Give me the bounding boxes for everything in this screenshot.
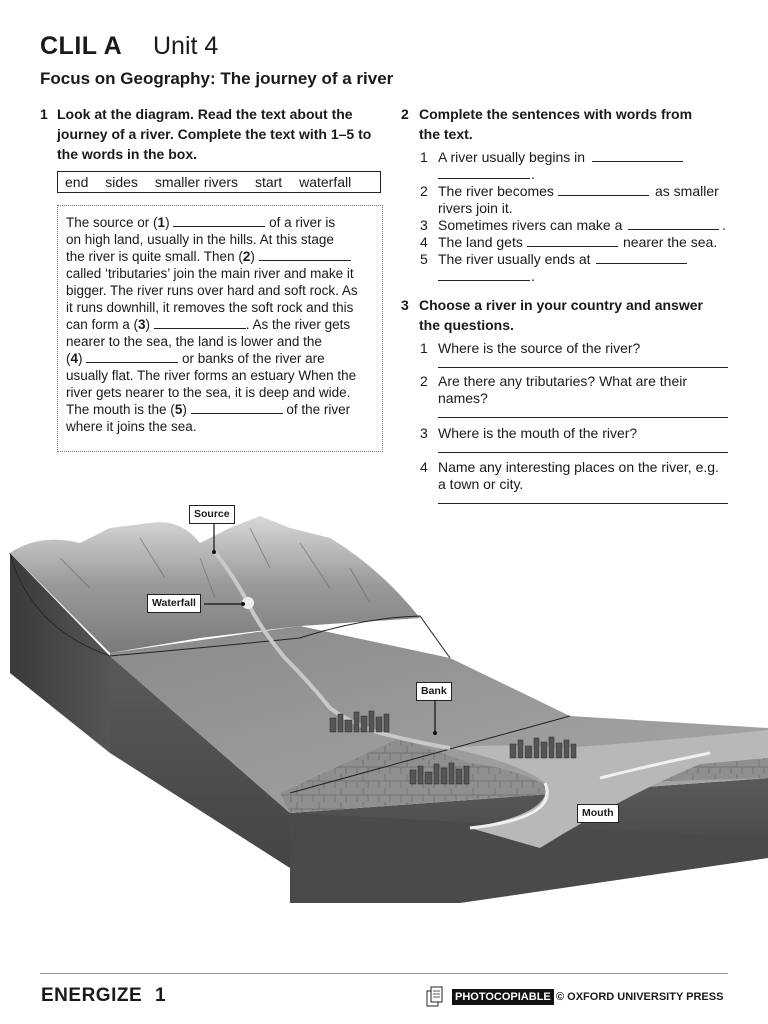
reading-text-line: river gets nearer to the sea, it is deep and wide. <box>66 385 351 400</box>
reading-text-line: usually flat. The river forms an estuary When the <box>66 368 357 383</box>
gap-number: 4 <box>70 351 79 366</box>
exercise-2-number: 2 <box>401 106 409 122</box>
answer-blank[interactable] <box>173 214 265 227</box>
word-box <box>57 171 381 193</box>
photocopiable-badge: PHOTOCOPIABLE <box>452 989 554 1005</box>
question-number: 1 <box>420 149 428 165</box>
question-text: The land gets <box>438 234 523 250</box>
answer-blank[interactable] <box>154 316 246 329</box>
answer-blank[interactable] <box>592 161 683 162</box>
question-text: The river usually ends at <box>438 251 591 267</box>
question-text: Where is the mouth of the river? <box>438 425 638 441</box>
answer-line[interactable] <box>438 503 728 504</box>
question-text: a town or city. <box>438 476 524 492</box>
reading-text-line: where it joins the sea. <box>66 419 197 434</box>
question-number: 4 <box>420 459 428 475</box>
clil-label: CLIL A <box>40 32 123 60</box>
reading-text-box <box>57 205 383 452</box>
question-text: names? <box>438 390 488 406</box>
question-number: 4 <box>420 234 428 250</box>
label-bank: Bank <box>416 682 452 701</box>
river-diagram <box>0 508 768 948</box>
footer-divider <box>40 973 728 974</box>
question-text: A river usually begins in <box>438 149 586 165</box>
question-text: Where is the source of the river? <box>438 340 641 356</box>
question-number: 2 <box>420 373 428 389</box>
gap-number: 5 <box>174 402 183 417</box>
exercise-3-instructions: Choose a river in your country and answer the questions. <box>419 297 703 333</box>
word-box-item: start <box>254 174 283 190</box>
question-text-end: . <box>722 217 726 233</box>
gap-number: 2 <box>242 249 251 264</box>
unit-title: Unit 4 <box>153 32 219 60</box>
answer-blank[interactable] <box>628 229 719 230</box>
answer-line[interactable] <box>438 367 728 368</box>
question-text: Are there any tributaries? What are their <box>438 373 688 389</box>
reading-text-line: can form a (3) . As the river gets <box>66 317 351 332</box>
gap-number: 1 <box>157 215 166 230</box>
exercise-2-instructions: Complete the sentences with words from the text. <box>419 106 693 142</box>
answer-blank[interactable] <box>438 280 530 281</box>
answer-blank[interactable] <box>558 195 649 196</box>
reading-text-line: it runs downhill, it removes the soft rock and this <box>66 300 354 315</box>
label-mouth: Mouth <box>577 804 619 823</box>
reading-text-line: (4) or banks of the river are <box>66 351 325 366</box>
exercise-1-number: 1 <box>40 106 48 122</box>
reading-text-line: nearer to the sea, the land is lower and the <box>66 334 322 349</box>
question-number: 1 <box>420 340 428 356</box>
question-text: Sometimes rivers can make a <box>438 217 623 233</box>
label-waterfall: Waterfall <box>147 594 201 613</box>
word-box-item: smaller rivers <box>154 174 239 190</box>
reading-text-line: called ‘tributaries’ join the main river and make it <box>66 266 354 281</box>
question-text-line2: rivers join it. <box>438 200 513 216</box>
answer-blank[interactable] <box>438 178 530 179</box>
answer-blank[interactable] <box>259 248 351 261</box>
question-text-line2: . <box>531 166 535 182</box>
question-number: 2 <box>420 183 428 199</box>
question-text: Name any interesting places on the river, e.g. <box>438 459 719 475</box>
exercise-3-number: 3 <box>401 297 409 313</box>
exercise-1-instructions: Look at the diagram. Read the text about the journey of a river. Complete the text with 1–5 to the words in the box. <box>57 106 372 162</box>
landscape-illustration <box>0 508 768 948</box>
question-number: 3 <box>420 217 428 233</box>
question-text: The river becomes <box>438 183 554 199</box>
copy-icon <box>426 986 444 1008</box>
answer-line[interactable] <box>438 417 728 418</box>
publisher-credit: © OXFORD UNIVERSITY PRESS <box>556 991 724 1003</box>
word-box-item: sides <box>105 174 138 190</box>
answer-blank[interactable] <box>191 401 283 414</box>
word-box-item: end <box>65 174 89 190</box>
word-box-item: waterfall <box>299 174 352 190</box>
level-number: 1 <box>155 985 166 1006</box>
answer-blank[interactable] <box>86 350 178 363</box>
question-text-line2: . <box>531 268 535 284</box>
question-number: 3 <box>420 425 428 441</box>
brand-logo: ENERGIZE <box>41 985 143 1006</box>
answer-blank[interactable] <box>527 246 618 247</box>
answer-line[interactable] <box>438 452 728 453</box>
page-title: Focus on Geography: The journey of a river <box>40 69 394 88</box>
reading-text-line: on high land, usually in the hills. At this stage <box>66 232 334 247</box>
gap-number: 3 <box>138 317 146 332</box>
reading-text-line: The mouth is the (5) of the river <box>66 402 351 417</box>
reading-text-line: The source or (1) of a river is <box>66 215 336 230</box>
question-number: 5 <box>420 251 428 267</box>
question-text-end: nearer the sea. <box>623 234 718 250</box>
label-source: Source <box>189 505 235 524</box>
reading-text-line: the river is quite small. Then (2) <box>66 248 351 265</box>
answer-blank[interactable] <box>596 263 687 264</box>
reading-text-line: bigger. The river runs over hard and soft rock. As <box>66 283 358 298</box>
question-text-end: as smaller <box>655 183 719 199</box>
